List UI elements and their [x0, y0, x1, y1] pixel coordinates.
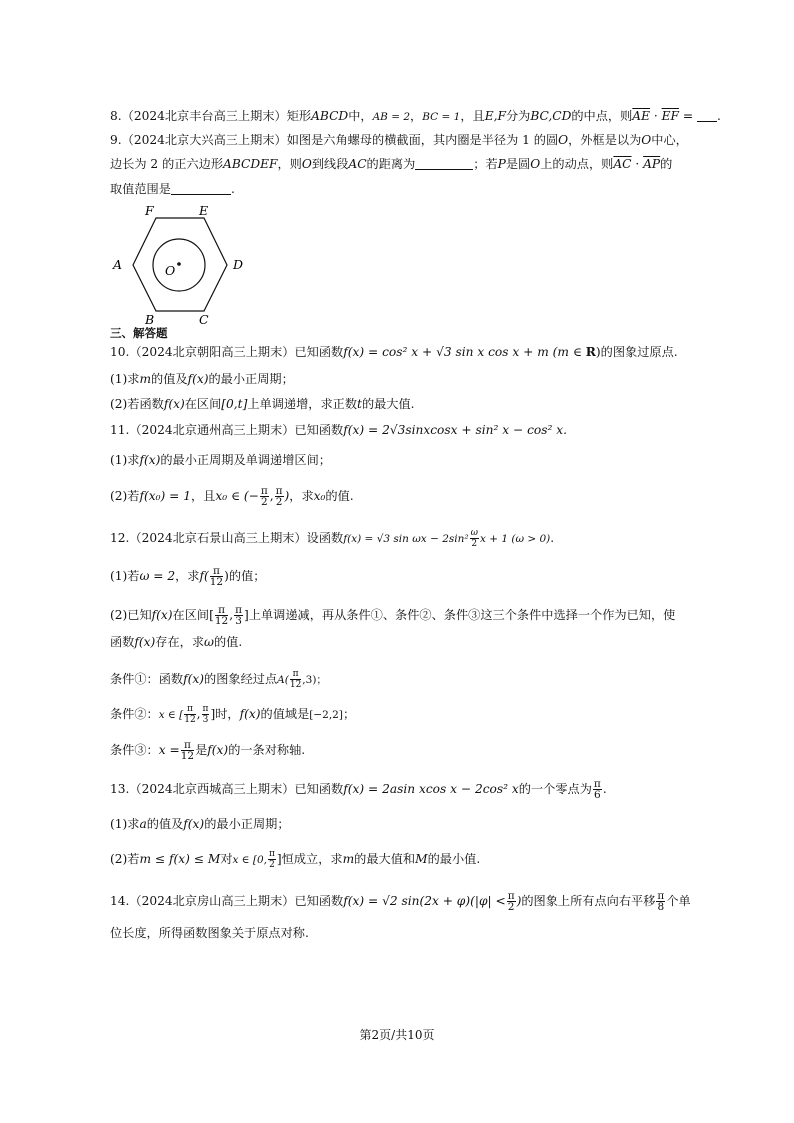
question-13-part-2: (2)若m ≤ f(x) ≤ M对x ∈ [0, $\frac{\pi}{2}$ ]恒成立，求m的最大值和M的最小值.	[110, 849, 481, 870]
fraction: $\frac{\pi}{6}$	[593, 778, 601, 801]
question-13: 13.（2024北京西城高三上期末）已知函数f(x) = 2asin xcos x − 2cos² x的一个零点为 $\frac{\pi}{6}$ .	[110, 778, 607, 801]
question-12: 12.（2024北京石景山高三上期末）设函数f(x) = √3 sin ωx − 2sin² $\frac{\omega}{2}$ x + 1 (ω > 0).	[110, 528, 555, 549]
fraction: $\frac{\pi}{3}$	[235, 604, 243, 627]
question-14: 14.（2024北京房山高三上期末）已知函数f(x) = √2 sin(2x + φ)(|φ| < $\frac{\pi}{2}$ )的图象上所有点向右平移 $\frac{\pi}{8}$ 个单	[110, 890, 691, 913]
label-O: O	[165, 263, 176, 278]
question-12-part-2-line-2: 函数f(x)存在，求ω的值.	[110, 635, 243, 649]
section-heading: 三、解答题	[110, 326, 168, 340]
fraction: $\frac{\pi}{2}$	[268, 849, 275, 870]
question-8: 8.（2024北京丰台高三上期末）矩形ABCD中，AB = 2，BC = 1，且E,F分为BC,CD的中点，则$\overline{AE} \cdot \overline{EF}$ = .	[110, 109, 721, 123]
fraction: $\frac{\pi}{2}$	[275, 485, 283, 508]
label-F: F	[145, 203, 154, 218]
fraction: $\frac{\pi}{3}$	[202, 704, 209, 725]
question-12-part-2-line-1: (2)已知f(x)在区间[ $\frac{\pi}{12}$ , $\frac{\pi}{3}$ ]上单调递减，再从条件①、条件②、条件③这三个条件中选择一个作为已知，使	[110, 604, 676, 627]
fraction: $\frac{\pi}{12}$	[180, 739, 195, 762]
question-11-part-1: (1)求f(x)的最小正周期及单调递增区间；	[110, 453, 331, 467]
fraction: $\frac{\omega}{2}$	[470, 528, 478, 549]
hexagon-nut-figure	[108, 198, 258, 330]
label-B: B	[145, 312, 155, 327]
page-footer: 第2页/共10页	[359, 1028, 435, 1042]
question-12-condition-3: 条件③：x = $\frac{\pi}{12}$ 是f(x)的一条对称轴.	[110, 739, 306, 762]
question-11: 11.（2024北京通州高三上期末）已知函数f(x) = 2√3sinxcosx + sin² x − cos² x.	[110, 423, 567, 437]
fraction: $\frac{\pi}{2}$	[507, 890, 515, 913]
question-11-part-2: (2)若f(x₀) = 1，且x₀ ∈ (− $\frac{\pi}{2}$ , $\frac{\pi}{2}$ )，求x₀的值.	[110, 485, 354, 508]
fraction: $\frac{\pi}{8}$	[657, 890, 665, 913]
question-10: 10.（2024北京朝阳高三上期末）已知函数f(x) = cos² x + √3 sin x cos x + m (m ∈ R)的图象过原点.	[110, 345, 678, 359]
label-E: E	[199, 203, 209, 218]
label-D: D	[233, 257, 244, 272]
center-point	[177, 262, 181, 266]
question-13-part-1: (1)求a的值及f(x)的最小正周期；	[110, 817, 290, 831]
fraction: $\frac{\pi}{12}$	[289, 669, 302, 690]
answer-blank	[697, 109, 717, 122]
question-12-part-1: (1)若ω = 2，求f( $\frac{\pi}{12}$ )的值；	[110, 565, 266, 588]
question-12-condition-2: 条件②：x ∈ [ $\frac{\pi}{12}$ , $\frac{\pi}{3}$ ]时，f(x)的值域是[−2,2]；	[110, 704, 356, 725]
question-10-part-2: (2)若函数f(x)在区间[0,t]上单调递增，求正数t的最大值.	[110, 397, 415, 411]
fraction: $\frac{\pi}{2}$	[260, 485, 268, 508]
question-9-line-1: 9.（2024北京大兴高三上期末）如图是六角螺母的横截面，其内圈是半径为 1 的圆O，外框是以为O中心，	[110, 133, 688, 147]
fraction: $\frac{\pi}{12}$	[184, 704, 196, 725]
label-A: A	[113, 257, 123, 272]
answer-blank	[415, 157, 473, 170]
answer-blank	[171, 182, 231, 195]
question-9-line-2: 边长为 2 的正六边形ABCDEF，则O到线段AC的距离为 ；若P是圆O上的动点，则$\overline{AC} \cdot \overline{AP}$的	[110, 157, 673, 171]
label-C: C	[199, 312, 209, 327]
fraction: $\frac{\pi}{12}$	[214, 604, 229, 627]
question-12-condition-1: 条件①：函数f(x)的图象经过点A( $\frac{\pi}{12}$ ,3)；	[110, 669, 327, 690]
question-9-line-3: 取值范围是 .	[110, 182, 235, 196]
fraction: $\frac{\pi}{12}$	[209, 565, 224, 588]
question-10-part-1: (1)求m的值及f(x)的最小正周期；	[110, 372, 294, 386]
question-14-line-2: 位长度，所得函数图象关于原点对称.	[110, 926, 309, 940]
